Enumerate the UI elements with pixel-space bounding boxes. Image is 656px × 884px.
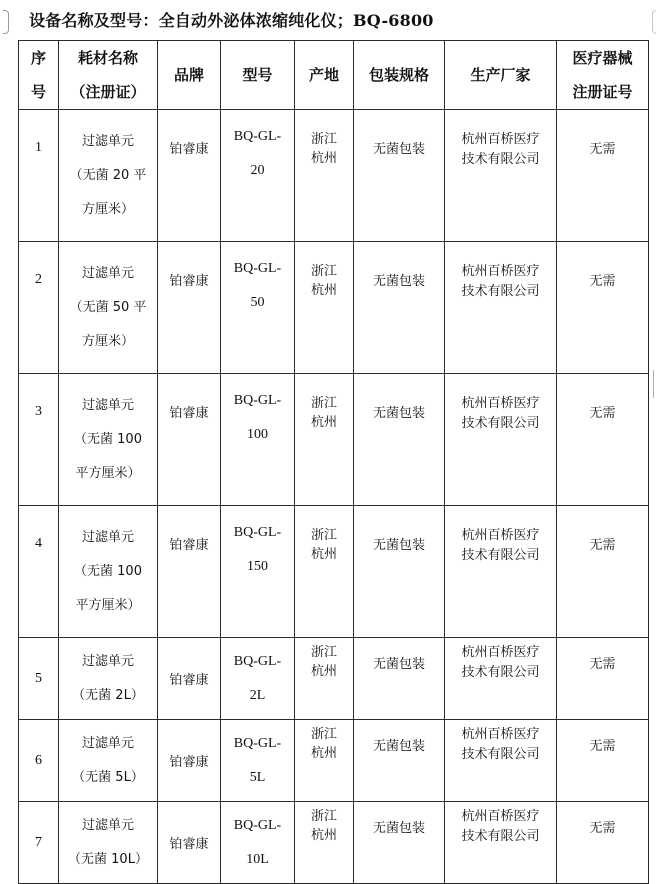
- cell-package: 无菌包装: [354, 110, 445, 242]
- cell-consumable-name: [59, 720, 158, 802]
- cell-origin: [295, 374, 354, 506]
- table-row: [19, 242, 649, 374]
- cell-manufacturer: [445, 374, 557, 506]
- cell-model: [221, 802, 295, 884]
- model-line: BQ-GL-: [233, 129, 282, 144]
- cell-consumable-name: [59, 638, 158, 720]
- cell-registration: 无需: [557, 110, 649, 242]
- manufacturer-line: 杭州百桥医疗: [461, 528, 540, 543]
- cell-registration: 无需: [557, 720, 649, 802]
- cell-registration: 无需: [557, 802, 649, 884]
- cell-package: 无菌包装: [354, 242, 445, 374]
- manufacturer-line: 技术有限公司: [461, 152, 540, 167]
- table-row: [19, 720, 649, 802]
- origin-line: 浙江: [310, 809, 337, 824]
- model-line: 5L: [249, 769, 266, 785]
- table-row: [19, 374, 649, 506]
- name-line: （无菌 100: [74, 431, 142, 447]
- name-line: 过滤单元: [81, 817, 134, 833]
- cell-brand: 铂睿康: [158, 110, 221, 242]
- header-manufacturer: 生产厂家: [445, 41, 557, 110]
- cell-model: [221, 110, 295, 242]
- name-line: （无菌 2L）: [72, 687, 144, 703]
- cell-package: 无菌包装: [354, 638, 445, 720]
- origin-line: 浙江: [310, 132, 337, 147]
- cell-manufacturer: [445, 802, 557, 884]
- table-row: [19, 802, 649, 884]
- manufacturer-line: 技术有限公司: [461, 747, 540, 762]
- header-index-line2: 号: [30, 83, 46, 101]
- manufacturer-line: 杭州百桥医疗: [461, 727, 540, 742]
- cell-index: 2: [19, 242, 59, 374]
- cell-registration: 无需: [557, 374, 649, 506]
- device-title: 设备名称及型号：全自动外泌体浓缩纯化仪；BQ-6800: [29, 11, 434, 30]
- header-name-line1: 耗材名称: [77, 49, 138, 67]
- name-line: 过滤单元: [81, 735, 134, 751]
- cell-model: [221, 720, 295, 802]
- cell-model: [221, 374, 295, 506]
- cell-package: 无菌包装: [354, 506, 445, 638]
- model-line: BQ-GL-: [233, 817, 282, 833]
- cell-manufacturer: [445, 638, 557, 720]
- right-margin-mark: [653, 370, 654, 398]
- origin-line: 杭州: [310, 664, 337, 679]
- model-line: BQ-GL-: [233, 735, 282, 751]
- cell-origin: [295, 720, 354, 802]
- manufacturer-line: 杭州百桥医疗: [461, 645, 540, 660]
- cell-consumable-name: [59, 802, 158, 884]
- cell-index: 5: [19, 638, 59, 720]
- right-margin-bracket: [652, 10, 656, 34]
- origin-line: 浙江: [310, 396, 337, 411]
- manufacturer-line: 杭州百桥医疗: [461, 809, 540, 824]
- cell-registration: 无需: [557, 242, 649, 374]
- header-registration-line1: 医疗器械: [572, 49, 633, 67]
- manufacturer-line: 技术有限公司: [461, 284, 540, 299]
- cell-index: 7: [19, 802, 59, 884]
- name-line: （无菌 50 平: [69, 299, 147, 315]
- header-name-line2: （注册证）: [70, 83, 146, 101]
- manufacturer-line: 技术有限公司: [461, 416, 540, 431]
- origin-line: 浙江: [310, 264, 337, 279]
- cell-model: [221, 242, 295, 374]
- header-brand: 品牌: [158, 41, 221, 110]
- model-line: 20: [250, 163, 265, 178]
- origin-line: 杭州: [310, 547, 337, 562]
- cell-consumable-name: [59, 374, 158, 506]
- consumables-table: [18, 40, 649, 884]
- origin-line: 杭州: [310, 828, 337, 843]
- model-line: 2L: [249, 687, 266, 703]
- name-line: 方厘米）: [81, 333, 134, 349]
- cell-index: 1: [19, 110, 59, 242]
- table-row: [19, 638, 649, 720]
- cell-registration: 无需: [557, 638, 649, 720]
- cell-manufacturer: [445, 506, 557, 638]
- name-line: 平方厘米）: [75, 597, 141, 613]
- name-line: （无菌 5L）: [72, 769, 144, 785]
- origin-line: 浙江: [310, 645, 337, 660]
- cell-origin: [295, 802, 354, 884]
- model-line: BQ-GL-: [233, 525, 282, 540]
- cell-brand: 铂睿康: [158, 374, 221, 506]
- header-consumable-name: [59, 41, 158, 110]
- cell-registration: 无需: [557, 506, 649, 638]
- cell-package: 无菌包装: [354, 720, 445, 802]
- cell-origin: [295, 110, 354, 242]
- table-header-row: [19, 41, 649, 110]
- manufacturer-line: 技术有限公司: [461, 829, 540, 844]
- name-line: 平方厘米）: [75, 465, 141, 481]
- table-row: [19, 506, 649, 638]
- name-line: 过滤单元: [81, 529, 134, 545]
- model-line: 150: [247, 559, 268, 574]
- header-model: 型号: [221, 41, 295, 110]
- name-line: 过滤单元: [81, 265, 134, 281]
- origin-line: 浙江: [310, 727, 337, 742]
- header-index: [19, 41, 59, 110]
- cell-consumable-name: [59, 242, 158, 374]
- cell-manufacturer: [445, 110, 557, 242]
- name-line: 过滤单元: [81, 133, 134, 149]
- model-line: BQ-GL-: [233, 653, 282, 669]
- manufacturer-line: 杭州百桥医疗: [461, 396, 540, 411]
- cell-brand: 铂睿康: [158, 506, 221, 638]
- model-line: BQ-GL-: [233, 261, 282, 276]
- header-origin: 产地: [295, 41, 354, 110]
- name-line: （无菌 20 平: [69, 167, 147, 183]
- model-line: 10L: [246, 851, 269, 867]
- cell-consumable-name: [59, 506, 158, 638]
- cell-index: 3: [19, 374, 59, 506]
- name-line: （无菌 100: [74, 563, 142, 579]
- header-registration: [557, 41, 649, 110]
- left-margin-bracket: [3, 10, 9, 34]
- name-line: 过滤单元: [81, 653, 134, 669]
- cell-index: 6: [19, 720, 59, 802]
- origin-line: 杭州: [310, 746, 337, 761]
- model-line: 100: [247, 427, 268, 442]
- manufacturer-line: 杭州百桥医疗: [461, 132, 540, 147]
- header-package: 包装规格: [354, 41, 445, 110]
- manufacturer-line: 技术有限公司: [461, 548, 540, 563]
- cell-model: [221, 506, 295, 638]
- origin-line: 浙江: [310, 528, 337, 543]
- cell-consumable-name: [59, 110, 158, 242]
- cell-brand: 铂睿康: [158, 638, 221, 720]
- cell-package: 无菌包装: [354, 802, 445, 884]
- cell-brand: 铂睿康: [158, 720, 221, 802]
- cell-brand: 铂睿康: [158, 802, 221, 884]
- model-line: BQ-GL-: [233, 393, 282, 408]
- cell-manufacturer: [445, 242, 557, 374]
- origin-line: 杭州: [310, 151, 337, 166]
- name-line: （无菌 10L）: [68, 851, 148, 867]
- origin-line: 杭州: [310, 283, 337, 298]
- cell-manufacturer: [445, 720, 557, 802]
- name-line: 方厘米）: [81, 201, 134, 217]
- origin-line: 杭州: [310, 415, 337, 430]
- name-line: 过滤单元: [81, 397, 134, 413]
- model-line: 50: [250, 295, 265, 310]
- cell-origin: [295, 638, 354, 720]
- cell-origin: [295, 506, 354, 638]
- cell-index: 4: [19, 506, 59, 638]
- cell-package: 无菌包装: [354, 374, 445, 506]
- header-index-line1: 序: [30, 49, 46, 67]
- cell-brand: 铂睿康: [158, 242, 221, 374]
- table-row: [19, 110, 649, 242]
- manufacturer-line: 杭州百桥医疗: [461, 264, 540, 279]
- cell-model: [221, 638, 295, 720]
- header-registration-line2: 注册证号: [572, 83, 633, 101]
- manufacturer-line: 技术有限公司: [461, 665, 540, 680]
- cell-origin: [295, 242, 354, 374]
